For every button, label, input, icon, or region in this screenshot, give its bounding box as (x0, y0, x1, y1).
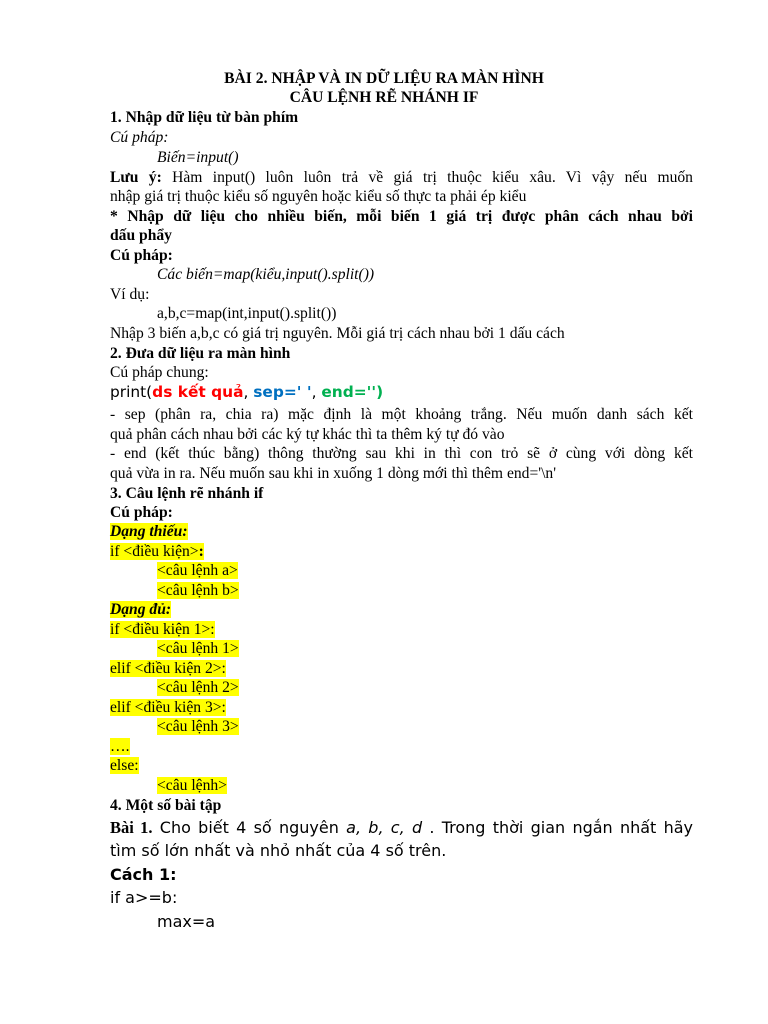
full-statement-3: <câu lệnh 3> (157, 718, 239, 735)
note-label: Lưu ý: (110, 169, 162, 186)
sep-note-line-2: quả phân cách nhau bởi các ký tự khác thì ta thêm ký tự đó vào (110, 426, 505, 443)
note-line-1 (110, 168, 693, 187)
section-3-heading: 3. Câu lệnh rẽ nhánh if (110, 485, 264, 502)
else-keyword: else: (110, 757, 139, 774)
full-elif-2: elif <điều kiện 2>: (110, 660, 226, 677)
full-statement-1: <câu lệnh 1> (157, 640, 239, 657)
exercise-line-2: tìm số lớn nhất và nhỏ nhất của 4 số trên. (110, 841, 447, 860)
note-line-2: nhập giá trị thuộc kiểu số nguyên hoặc kiểu số thực ta phải ép kiểu (110, 188, 527, 205)
example-description: Nhập 3 biến a,b,c có giá trị nguyên. Mỗi giá trị cách nhau bởi 1 dấu cách (110, 325, 565, 342)
title-line-1: BÀI 2. NHẬP VÀ IN DỮ LIỆU RA MÀN HÌNH (224, 70, 544, 87)
short-statement-a: <câu lệnh a> (157, 562, 238, 579)
full-elif-3: elif <điều kiện 3>: (110, 699, 226, 716)
exercise-label: Bài 1. (110, 818, 153, 837)
input-syntax: Biến=input() (157, 149, 239, 166)
section-1-heading: 1. Nhập dữ liệu từ bàn phím (110, 109, 299, 126)
ellipsis: …. (110, 738, 130, 755)
short-statement-b: <câu lệnh b> (157, 582, 239, 599)
multi-input-syntax: Các biến=map(kiểu,input().split()) (157, 266, 375, 283)
full-form-label: Dạng đủ: (110, 601, 172, 618)
sep-note-line-1: - sep (phân ra, chia ra) mặc định là một khoảng trắng. Nếu muốn danh sách kết (110, 406, 693, 423)
short-if-condition: if <điều kiện> (110, 543, 199, 560)
exercise-text-a: Cho biết 4 số nguyên (152, 818, 347, 837)
print-arg-end: end='') (321, 383, 384, 401)
method-1-label: Cách 1: (110, 865, 177, 884)
print-separator-2: , (311, 383, 322, 401)
code-max-line: max=a (157, 912, 216, 931)
exercise-text-b: . Trong thời gian ngắn nhất hãy (422, 818, 693, 837)
syntax-label: Cú pháp: (110, 129, 169, 146)
exercise-line-1 (110, 817, 693, 839)
print-syntax-line (110, 382, 383, 403)
section-2-heading: 2. Đưa dữ liệu ra màn hình (110, 345, 291, 362)
example-code: a,b,c=map(int,input().split()) (157, 305, 337, 322)
multi-input-heading-line-1: * Nhập dữ liệu cho nhiều biến, mỗi biến 1 giá trị được phân cách nhau bởi (110, 208, 693, 225)
short-if-line (110, 542, 204, 561)
if-syntax-label: Cú pháp: (110, 504, 173, 521)
else-statement: <câu lệnh> (157, 777, 227, 794)
exercise-variables: a, b, c, d (346, 818, 423, 837)
section-4-heading: 4. Một số bài tập (110, 797, 222, 814)
multi-input-heading-line-2: dấu phẩy (110, 227, 172, 244)
print-arg-results: ds kết quả (152, 383, 244, 401)
print-separator-1: , (243, 383, 254, 401)
end-note-line-1: - end (kết thúc bằng) thông thường sau khi in thì con trỏ sẽ ở cùng với dòng kết (110, 445, 693, 462)
end-note-line-2: quả vừa in ra. Nếu muốn sau khi in xuống 1 dòng mới thì thêm end='\n' (110, 465, 557, 482)
print-prefix: print( (110, 383, 153, 401)
full-statement-2: <câu lệnh 2> (157, 679, 239, 696)
code-if-line: if a>=b: (110, 888, 178, 907)
example-label: Ví dụ: (110, 286, 150, 303)
full-if-condition: if <điều kiện 1>: (110, 621, 215, 638)
note-text: Hàm input() luôn luôn trả về giá trị thuộc kiểu xâu. Vì vậy nếu muốn (161, 169, 693, 186)
print-syntax-label: Cú pháp chung: (110, 364, 209, 381)
print-arg-sep: sep=' ' (253, 383, 312, 401)
short-form-label: Dạng thiếu: (110, 523, 188, 540)
title-line-2: CÂU LỆNH RẼ NHÁNH IF (289, 89, 479, 106)
short-if-colon: : (198, 543, 204, 560)
multi-syntax-label: Cú pháp: (110, 247, 173, 264)
